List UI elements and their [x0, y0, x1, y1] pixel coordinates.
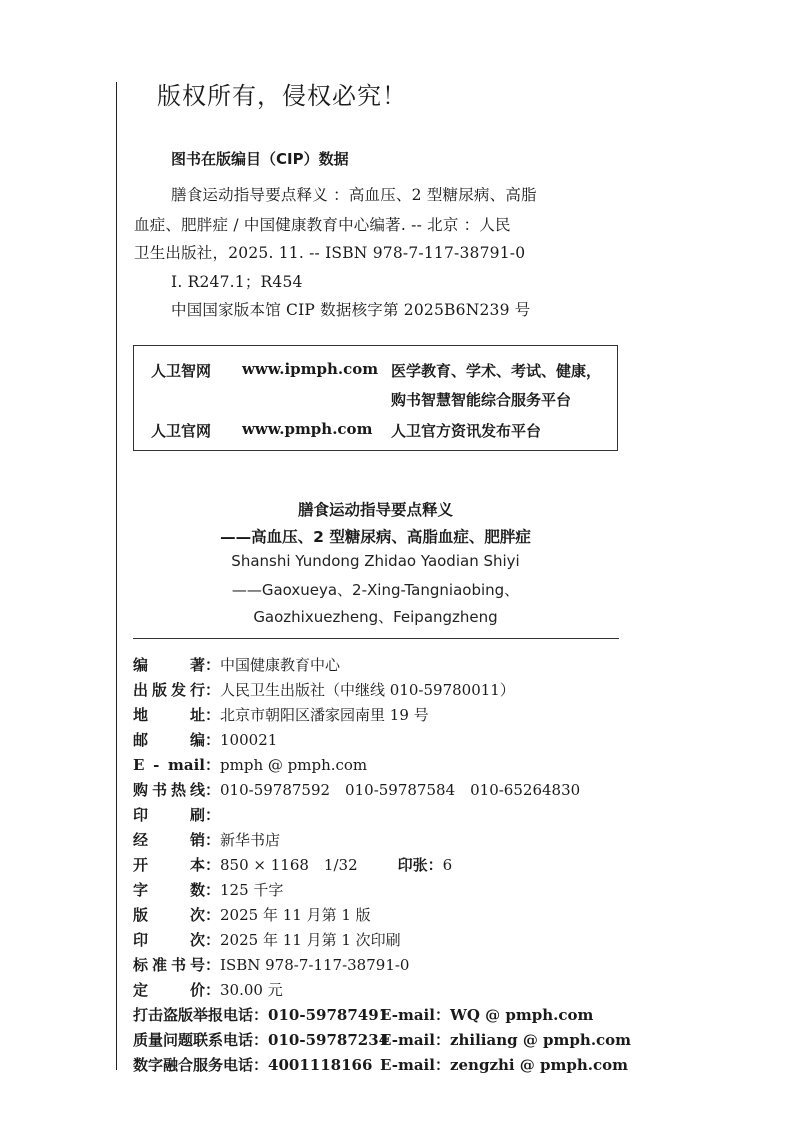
cip-line-1: 膳食运动指导要点释义 ：高血压、2 型糖尿病、高脂	[171, 186, 537, 204]
book-subtitle-pinyin-2: Gaozhixuezheng、Feipangzheng	[253, 608, 498, 626]
info-label: 编著	[133, 656, 205, 674]
contact-email-label: E-mail	[380, 1006, 435, 1024]
book-subtitle-cn: ——高血压、2 型糖尿病、高脂血症、肥胖症	[220, 528, 531, 546]
info-value: 人民卫生出版社（中继线 010-59780011）	[220, 681, 515, 699]
info-label: 购书热线	[133, 781, 205, 799]
info-words: 字数：125 千字	[133, 881, 284, 899]
site-url[interactable]: www.ipmph.com	[242, 360, 379, 378]
site-name: 人卫官网	[151, 422, 212, 440]
info-label: 标准书号	[133, 956, 205, 974]
divider	[133, 638, 619, 639]
info-printing: 印次：2025 年 11 月第 1 次印刷	[133, 931, 401, 949]
contact-digital: 数字融合服务电话：4001118166 E-mail：zengzhi @ pmph.com	[133, 1056, 628, 1074]
info-value: ISBN 978-7-117-38791-0	[220, 956, 410, 974]
info-label: 版次	[133, 906, 205, 924]
info-label: E - mail	[133, 756, 205, 774]
contact-email-label: E-mail	[380, 1056, 435, 1074]
contact-antipiracy: 打击盗版举报电话：010-59787491E-mail：WQ @ pmph.com	[133, 1006, 594, 1024]
book-subtitle-pinyin-1: ——Gaoxueya、2-Xing-Tangniaobing、	[231, 581, 520, 599]
contact-phone: 010-59787491	[268, 1006, 390, 1024]
info-address: 地址：北京市朝阳区潘家园南里 19 号	[133, 706, 429, 724]
contact-phone: 010-59787234	[268, 1031, 390, 1049]
info-editor: 编著：中国健康教育中心	[133, 656, 341, 674]
info-value: 850 × 1168 1/32	[220, 856, 358, 874]
cip-line-4: Ⅰ. R247.1；R454	[171, 273, 303, 291]
info-edition: 版次：2025 年 11 月第 1 版	[133, 906, 371, 924]
info-label: 印次	[133, 931, 205, 949]
info-value: 2025 年 11 月第 1 次印刷	[220, 931, 401, 949]
info-printer: 印刷：	[133, 806, 221, 824]
info-value: 中国健康教育中心	[220, 656, 341, 674]
info-postcode: 邮编：100021	[133, 731, 278, 749]
site-desc: 购书智慧智能综合服务平台	[391, 391, 572, 409]
info-label: 地址	[133, 706, 205, 724]
info-price: 定价：30.00 元	[133, 981, 283, 999]
site-desc: 人卫官方资讯发布平台	[391, 422, 542, 440]
info-label: 邮编	[133, 731, 205, 749]
info-format: 开本：850 × 1168 1/32 印张：6	[133, 856, 453, 874]
info-value: 北京市朝阳区潘家园南里 19 号	[220, 706, 429, 724]
info-value: 125 千字	[220, 881, 284, 899]
info-value: 6	[442, 856, 453, 874]
contact-phone: 4001118166	[268, 1056, 373, 1074]
info-dealer: 经销：新华书店	[133, 831, 281, 849]
contact-email-label: E-mail	[380, 1031, 435, 1049]
info-value[interactable]: pmph @ pmph.com	[220, 756, 368, 774]
info-label: 出版发行	[133, 681, 205, 699]
info-value: 新华书店	[220, 831, 281, 849]
site-name: 人卫智网	[151, 362, 212, 380]
book-title-pinyin: Shanshi Yundong Zhidao Yaodian Shiyi	[231, 552, 520, 570]
site-desc: 医学教育、学术、考试、健康，	[391, 362, 602, 380]
info-label: 定价	[133, 981, 205, 999]
contact-email[interactable]: zhiliang @ pmph.com	[449, 1031, 632, 1049]
info-value: 30.00 元	[220, 981, 283, 999]
info-email: E - mail：pmph @ pmph.com	[133, 756, 368, 774]
contact-quality: 质量问题联系电话：010-59787234E-mail：zhiliang @ pmph.com	[133, 1031, 632, 1049]
info-label: 字数	[133, 881, 205, 899]
info-publisher: 出版发行：人民卫生出版社（中继线 010-59780011）	[133, 681, 515, 699]
contact-email[interactable]: zengzhi @ pmph.com	[449, 1056, 628, 1074]
contact-label: 打击盗版举报电话	[133, 1006, 254, 1024]
info-hotline: 购书热线：010-59787592 010-59787584 010-65264830	[133, 781, 581, 799]
info-label: 印刷	[133, 806, 205, 824]
website-box	[133, 345, 618, 451]
info-isbn: 标准书号：ISBN 978-7-117-38791-0	[133, 956, 410, 974]
cip-line-5: 中国国家版本馆 CIP 数据核字第 2025B6N239 号	[171, 301, 531, 319]
contact-email[interactable]: WQ @ pmph.com	[449, 1006, 594, 1024]
cip-line-2: 血症、肥胖症 / 中国健康教育中心编著. -- 北京 ：人民	[134, 216, 511, 234]
contact-label: 数字融合服务电话	[133, 1056, 254, 1074]
contact-label: 质量问题联系电话	[133, 1031, 254, 1049]
margin-rule	[116, 82, 117, 1070]
info-value: 100021	[220, 731, 278, 749]
book-title-cn: 膳食运动指导要点释义	[297, 501, 453, 519]
info-label: 印张	[397, 856, 428, 874]
info-label: 经销	[133, 831, 205, 849]
cip-title: 图书在版编目（CIP）数据	[171, 150, 349, 168]
site-url[interactable]: www.pmph.com	[242, 420, 373, 438]
info-value: 2025 年 11 月第 1 版	[220, 906, 371, 924]
copyright-notice: 版权所有，侵权必究！	[157, 82, 407, 110]
info-label: 开本	[133, 856, 205, 874]
info-value: 010-59787592 010-59787584 010-65264830	[220, 781, 581, 799]
cip-line-3: 卫生出版社，2025. 11. -- ISBN 978-7-117-38791-0	[134, 244, 526, 262]
